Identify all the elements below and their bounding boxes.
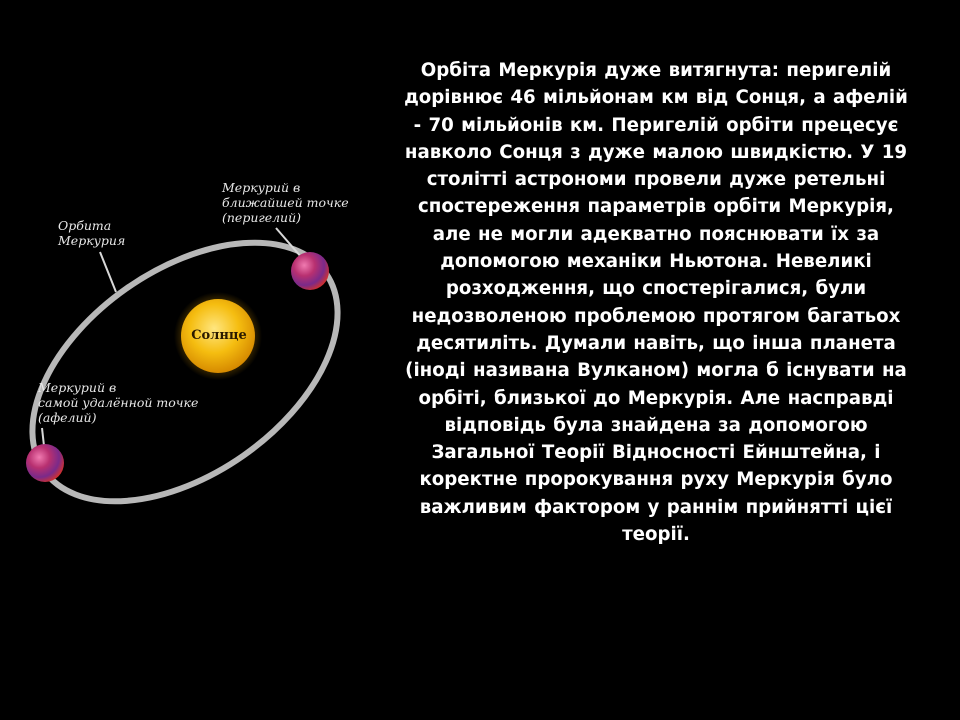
mercury-orbit-diagram bbox=[0, 0, 380, 720]
sun-label: Солнце bbox=[191, 328, 247, 343]
aphelion-label-line: (афелий) bbox=[38, 410, 97, 425]
description-line: розходження, що спостерігалися, були bbox=[445, 278, 867, 300]
description-line: спостереження параметрів орбіти Меркурія, bbox=[418, 196, 894, 218]
description-line: важливим фактором у раннім прийнятті цієї bbox=[419, 496, 893, 518]
description-line: допомогою механіки Ньютона. Невеликі bbox=[440, 251, 872, 273]
description-line: навколо Сонця з дуже малою швидкістю. У 19 bbox=[404, 141, 908, 163]
description-line: - 70 мільйонів км. Перигелій орбіти прецесує bbox=[413, 114, 899, 136]
mercury-orbit-ellipse bbox=[0, 190, 380, 554]
description-line: теорії. bbox=[622, 524, 690, 546]
perihelion-label-line: (перигелий) bbox=[222, 210, 302, 225]
description-line: дорівнює 46 мільйонам км від Сонця, а афелій bbox=[404, 87, 908, 109]
description-line: Загальної Теорії Відносності Ейнштейна, і bbox=[431, 442, 881, 464]
aphelion-label-pointer bbox=[42, 428, 44, 446]
orbit-label-line: Меркурия bbox=[58, 233, 126, 248]
orbit-label-line: Орбита bbox=[58, 218, 112, 233]
description-line: недозволеною проблемою протягом багатьох bbox=[411, 305, 901, 327]
orbit-label bbox=[58, 218, 125, 248]
aphelion-label bbox=[38, 380, 198, 425]
perihelion-label-line: Меркурий в bbox=[222, 180, 301, 195]
description-line: Орбіта Меркурія дуже витягнута: перигелій bbox=[420, 60, 892, 81]
perihelion-label bbox=[222, 180, 349, 225]
aphelion-label-line: Меркурий в bbox=[38, 380, 117, 395]
description-line: але не могли адекватно пояснювати їх за bbox=[432, 223, 880, 245]
description-line: орбіті, близької до Меркурія. Але насправді bbox=[418, 387, 894, 409]
mercury-orbit-description bbox=[364, 57, 948, 548]
description-line: коректне пророкування руху Меркурія було bbox=[419, 469, 893, 491]
mercury-aphelion-icon bbox=[26, 444, 64, 482]
aphelion-label-line: самой удалённой точке bbox=[38, 395, 199, 410]
description-line: столітті астрономи провели дуже ретельні bbox=[426, 169, 886, 191]
perihelion-label-line: ближайшей точке bbox=[222, 195, 349, 210]
description-line: десятиліть. Думали навіть, що інша планета bbox=[416, 332, 896, 354]
description-line: відповідь була знайдена за допомогою bbox=[444, 414, 868, 436]
mercury-perihelion-icon bbox=[291, 252, 329, 290]
orbit-svg bbox=[0, 0, 380, 720]
orbit-label-pointer bbox=[100, 252, 116, 292]
description-line: (іноді називана Вулканом) могла б існувати на bbox=[405, 360, 907, 382]
